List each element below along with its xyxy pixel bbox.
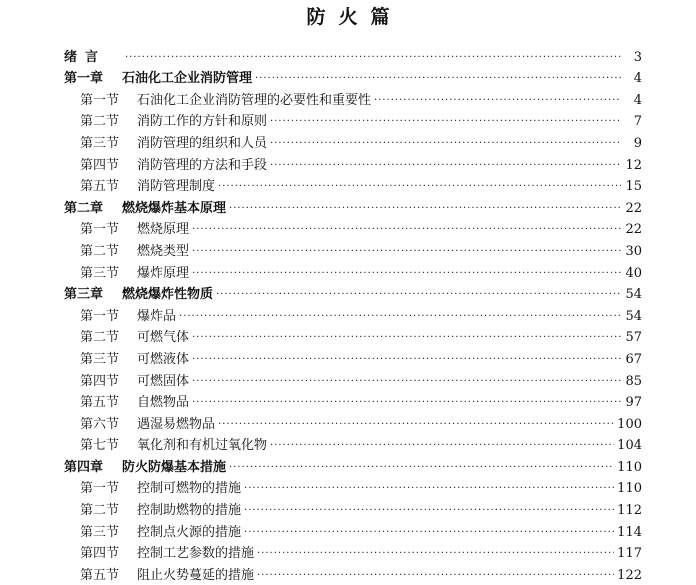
toc-chapter[interactable] bbox=[64, 282, 642, 304]
chapter-number: 第四章 bbox=[64, 459, 104, 475]
chapter-number: 第一章 bbox=[64, 71, 104, 87]
page-number: 114 bbox=[617, 524, 642, 540]
section-title: 消防管理的方法和手段 bbox=[137, 157, 268, 173]
dot-leader bbox=[257, 568, 614, 584]
dot-leader bbox=[270, 438, 614, 454]
dot-leader bbox=[192, 244, 621, 260]
dot-leader bbox=[229, 460, 614, 476]
page-number: 112 bbox=[617, 503, 642, 519]
dot-leader bbox=[270, 114, 621, 130]
toc-section[interactable] bbox=[64, 541, 642, 563]
table-of-contents bbox=[64, 44, 642, 584]
page-number: 117 bbox=[617, 546, 642, 562]
page-number: 104 bbox=[617, 438, 642, 454]
chapter-number: 第二章 bbox=[64, 200, 104, 216]
page-number: 54 bbox=[625, 308, 642, 324]
section-title: 燃烧原理 bbox=[137, 222, 190, 238]
section-title: 石油化工企业消防管理的必要性和重要性 bbox=[137, 92, 372, 108]
dot-leader bbox=[218, 417, 614, 433]
dot-leader bbox=[125, 50, 621, 66]
page-number: 54 bbox=[625, 287, 642, 303]
section-number: 第五节 bbox=[80, 395, 120, 411]
section-title: 燃烧类型 bbox=[137, 243, 190, 259]
page-title: 防火篇 bbox=[306, 6, 403, 28]
dot-leader bbox=[257, 546, 614, 562]
page-number: 110 bbox=[617, 481, 642, 497]
section-number: 第四节 bbox=[80, 157, 120, 173]
page-number: 97 bbox=[625, 395, 642, 411]
dot-leader bbox=[218, 179, 621, 195]
page-number: 100 bbox=[617, 416, 642, 432]
dot-leader bbox=[229, 201, 621, 217]
chapter-title: 石油化工企业消防管理 bbox=[122, 71, 253, 87]
toc-section[interactable] bbox=[64, 130, 642, 152]
toc-chapter[interactable] bbox=[64, 195, 642, 217]
section-number: 第四节 bbox=[80, 546, 120, 562]
section-number: 第二节 bbox=[80, 503, 120, 519]
toc-section[interactable] bbox=[64, 368, 642, 390]
toc-section[interactable] bbox=[64, 390, 642, 412]
page-number: 15 bbox=[625, 179, 642, 195]
section-number: 第六节 bbox=[80, 416, 120, 432]
section-title: 消防管理制度 bbox=[137, 179, 216, 195]
section-number: 第五节 bbox=[80, 179, 120, 195]
dot-leader bbox=[255, 71, 621, 87]
dot-leader bbox=[270, 158, 621, 174]
page-number: 22 bbox=[625, 200, 642, 216]
section-title: 可燃固体 bbox=[137, 373, 190, 389]
page-number: 57 bbox=[625, 330, 642, 346]
toc-section[interactable] bbox=[64, 346, 642, 368]
dot-leader bbox=[270, 136, 621, 152]
section-number: 第三节 bbox=[80, 135, 120, 151]
section-number: 第一节 bbox=[80, 92, 120, 108]
dot-leader bbox=[192, 222, 621, 238]
chapter-title: 燃烧爆炸基本原理 bbox=[122, 200, 227, 216]
section-title: 阻止火势蔓延的措施 bbox=[137, 567, 255, 583]
dot-leader bbox=[192, 330, 621, 346]
toc-chapter[interactable] bbox=[64, 66, 642, 88]
toc-section[interactable] bbox=[64, 433, 642, 455]
page-number: 12 bbox=[625, 157, 642, 173]
section-title: 自燃物品 bbox=[137, 395, 190, 411]
dot-leader bbox=[244, 503, 614, 519]
dot-leader bbox=[179, 309, 621, 325]
section-title: 可燃气体 bbox=[137, 330, 190, 346]
dot-leader bbox=[192, 374, 621, 390]
toc-section[interactable] bbox=[64, 152, 642, 174]
chapter-title: 燃烧爆炸性物质 bbox=[122, 287, 214, 303]
section-title: 爆炸品 bbox=[137, 308, 177, 324]
section-number: 第七节 bbox=[80, 438, 120, 454]
dot-leader bbox=[192, 395, 621, 411]
section-title: 氧化剂和有机过氧化物 bbox=[137, 438, 268, 454]
toc-section[interactable] bbox=[64, 87, 642, 109]
toc-section[interactable] bbox=[64, 411, 642, 433]
page-number: 3 bbox=[633, 49, 642, 65]
toc-section[interactable] bbox=[64, 476, 642, 498]
chapter-title: 防火防爆基本措施 bbox=[122, 459, 227, 475]
toc-section[interactable] bbox=[64, 260, 642, 282]
toc-section[interactable] bbox=[64, 109, 642, 131]
section-number: 第三节 bbox=[80, 351, 120, 367]
section-number: 第四节 bbox=[80, 373, 120, 389]
page-number: 4 bbox=[633, 92, 642, 108]
dot-leader bbox=[374, 93, 621, 109]
section-title: 爆炸原理 bbox=[137, 265, 190, 281]
toc-section[interactable] bbox=[64, 303, 642, 325]
section-title: 控制助燃物的措施 bbox=[137, 503, 242, 519]
section-title: 控制点火源的措施 bbox=[137, 524, 242, 540]
page-number: 110 bbox=[617, 459, 642, 475]
section-number: 第五节 bbox=[80, 567, 120, 583]
page-number: 22 bbox=[625, 222, 642, 238]
toc-section[interactable] bbox=[64, 325, 642, 347]
section-title: 控制可燃物的措施 bbox=[137, 481, 242, 497]
section-number: 第一节 bbox=[80, 222, 120, 238]
section-number: 第一节 bbox=[80, 308, 120, 324]
section-number: 第三节 bbox=[80, 265, 120, 281]
section-number: 第二节 bbox=[80, 243, 120, 259]
section-title: 控制工艺参数的措施 bbox=[137, 546, 255, 562]
toc-section[interactable] bbox=[64, 217, 642, 239]
section-number: 第三节 bbox=[80, 524, 120, 540]
section-title: 消防管理的组织和人员 bbox=[137, 135, 268, 151]
chapter-number: 第三章 bbox=[64, 287, 104, 303]
dot-leader bbox=[192, 266, 621, 282]
section-title: 消防工作的方针和原则 bbox=[137, 114, 268, 130]
dot-leader bbox=[244, 525, 614, 541]
section-title: 可燃液体 bbox=[137, 351, 190, 367]
section-number: 第二节 bbox=[80, 330, 120, 346]
section-number: 第一节 bbox=[80, 481, 120, 497]
toc-section[interactable] bbox=[64, 497, 642, 519]
intro-label: 绪言 bbox=[64, 49, 107, 65]
toc-section[interactable] bbox=[64, 238, 642, 260]
toc-section[interactable] bbox=[64, 519, 642, 541]
dot-leader bbox=[216, 287, 621, 303]
section-number: 第二节 bbox=[80, 114, 120, 130]
page-number: 122 bbox=[617, 567, 642, 583]
page-number: 67 bbox=[625, 351, 642, 367]
page-number: 85 bbox=[625, 373, 642, 389]
page-number: 9 bbox=[633, 135, 642, 151]
toc-section[interactable] bbox=[64, 174, 642, 196]
toc-chapter[interactable] bbox=[64, 454, 642, 476]
dot-leader bbox=[244, 481, 614, 497]
toc-section[interactable] bbox=[64, 562, 642, 584]
page-number: 4 bbox=[633, 71, 642, 87]
section-title: 遇湿易燃物品 bbox=[137, 416, 216, 432]
dot-leader bbox=[192, 352, 621, 368]
toc-intro[interactable] bbox=[64, 44, 642, 66]
page-number: 40 bbox=[625, 265, 642, 281]
page-number: 30 bbox=[625, 243, 642, 259]
page-number: 7 bbox=[633, 114, 642, 130]
